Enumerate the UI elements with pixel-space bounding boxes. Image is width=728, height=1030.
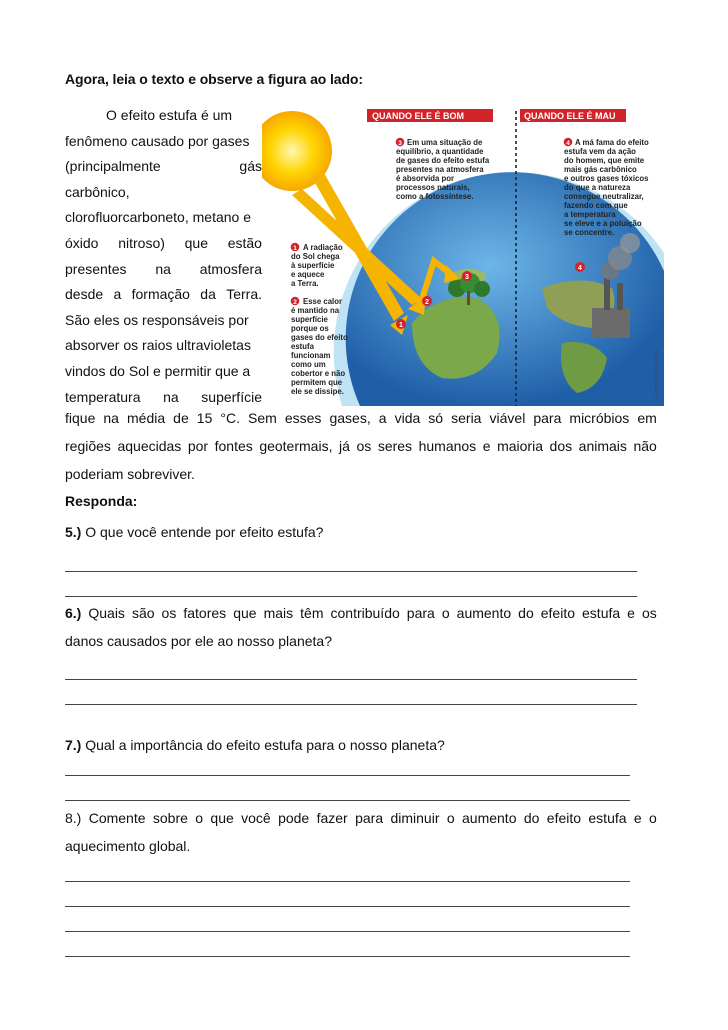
svg-text:mais gás carbônico: mais gás carbônico	[564, 165, 637, 174]
intro-line: (principalmente gás	[65, 158, 262, 175]
intro-line: fique na média de 15 °C. Sem esses gases, a vida só seria viável para micróbios em	[65, 410, 657, 426]
question-7	[65, 737, 445, 753]
svg-text:é absorvida por: é absorvida por	[396, 174, 455, 183]
svg-text:A radiação: A radiação	[303, 243, 343, 252]
svg-text:do Sol chega: do Sol chega	[291, 252, 340, 261]
illustration-credit: ILUSTRAÇÃO LUIS IRIA	[654, 348, 659, 399]
intro-line: desde a formação da Terra.	[65, 286, 262, 303]
question-text: Qual a importância do efeito estufa para o nosso planeta?	[85, 737, 445, 753]
svg-text:a temperatura: a temperatura	[564, 210, 616, 219]
intro-line: O efeito estufa é um	[106, 107, 233, 123]
intro-line: vindos do Sol e permitir que a	[65, 362, 251, 379]
marker-1-label: 1	[293, 245, 297, 252]
answer-line[interactable]	[65, 704, 637, 705]
respond-label: Responda:	[65, 493, 138, 509]
answer-line[interactable]	[65, 906, 630, 907]
svg-text:superfície: superfície	[291, 315, 328, 324]
svg-text:Em uma situação de: Em uma situação de	[407, 138, 483, 147]
intro-line: poderiam sobreviver.	[65, 466, 195, 482]
svg-text:a Terra.: a Terra.	[291, 279, 319, 288]
diagram-marker-2-label: 2	[425, 299, 429, 306]
svg-text:é mantido na: é mantido na	[291, 306, 340, 315]
svg-text:funcionam: funcionam	[291, 351, 331, 360]
diagram-marker-4-label: 4	[578, 265, 582, 272]
svg-text:e outros gases tóxicos: e outros gases tóxicos	[564, 174, 649, 183]
svg-text:se concentre.: se concentre.	[564, 228, 615, 237]
greenhouse-effect-figure	[262, 103, 664, 406]
intro-continuation	[65, 404, 657, 488]
svg-text:de gases do efeito estufa: de gases do efeito estufa	[396, 156, 490, 165]
svg-text:se eleve e a poluição: se eleve e a poluição	[564, 219, 642, 228]
svg-text:ele se dissipe.: ele se dissipe.	[291, 387, 344, 396]
svg-text:estufa vem da ação: estufa vem da ação	[564, 147, 636, 156]
question-number: 5.)	[65, 524, 82, 540]
svg-text:como um: como um	[291, 360, 326, 369]
answer-line[interactable]	[65, 679, 637, 680]
answer-line[interactable]	[65, 775, 630, 776]
svg-text:processos naturais,: processos naturais,	[396, 183, 470, 192]
intro-line: clorofluorcarboneto, metano e	[65, 209, 251, 226]
instruction-heading: Agora, leia o texto e observe a figura ao lado:	[65, 71, 363, 87]
question-text: danos causados por ele ao nosso planeta?	[65, 633, 332, 649]
intro-paragraph	[65, 103, 262, 410]
answer-line[interactable]	[65, 596, 637, 597]
svg-text:à superfície: à superfície	[291, 261, 335, 270]
svg-text:do homem, que emite: do homem, que emite	[564, 156, 645, 165]
answer-line[interactable]	[65, 931, 630, 932]
intro-line: São eles os responsáveis por	[65, 311, 249, 328]
svg-text:presentes na atmosfera: presentes na atmosfera	[396, 165, 484, 174]
question-8: 8.) Comente sobre o que você pode fazer para diminuir o aumento do efeito estufa e o aquecimento global.	[65, 810, 657, 854]
note-1	[291, 243, 343, 288]
answer-line[interactable]	[65, 956, 630, 957]
note-4	[564, 138, 649, 237]
question-text: O que você entende por efeito estufa?	[85, 524, 324, 540]
svg-text:como a fotossíntese.: como a fotossíntese.	[396, 192, 474, 201]
svg-text:Esse calor: Esse calor	[303, 297, 343, 306]
intro-line: carbônico,	[65, 183, 130, 200]
answer-line[interactable]	[65, 800, 630, 801]
header-good-label: QUANDO ELE É BOM	[372, 111, 465, 121]
header-bad-label: QUANDO ELE É MAU	[524, 111, 616, 121]
marker-3-label: 3	[398, 140, 402, 147]
diagram-marker-3-label: 3	[465, 274, 469, 281]
greenhouse-illustration	[262, 103, 664, 406]
answer-line[interactable]	[65, 571, 637, 572]
intro-line: fenômeno causado por gases	[65, 132, 250, 149]
svg-text:A má fama do efeito: A má fama do efeito	[575, 138, 649, 147]
svg-text:cobertor e não: cobertor e não	[291, 369, 346, 378]
svg-text:estufa: estufa	[291, 342, 314, 351]
svg-text:do que a natureza: do que a natureza	[564, 183, 631, 192]
question-number: 7.)	[65, 737, 82, 753]
marker-2-label: 2	[293, 299, 297, 306]
question-5	[65, 524, 323, 540]
svg-text:e aquece: e aquece	[291, 270, 325, 279]
svg-text:fazendo com que: fazendo com que	[564, 201, 628, 210]
question-6: 6.) Quais são os fatores que mais têm contribuído para o aumento do efeito estufa e os danos causados por ele ao nosso planeta?	[65, 605, 657, 649]
answer-line[interactable]	[65, 881, 630, 882]
svg-text:porque os: porque os	[291, 324, 329, 333]
intro-line: presentes na atmosfera	[65, 260, 262, 277]
svg-text:permitem que: permitem que	[291, 378, 343, 387]
intro-line: regiões aquecidas por fontes geotermais, já os seres humanos e maioria dos animais não	[65, 438, 657, 454]
question-text: aquecimento global.	[65, 838, 191, 854]
intro-line: absorver os raios ultravioletas	[65, 337, 251, 354]
intro-line: óxido nitroso) que estão	[65, 234, 262, 251]
svg-text:equilíbrio, a quantidade: equilíbrio, a quantidade	[396, 147, 484, 156]
intro-line: temperatura na superfície	[65, 388, 262, 405]
svg-text:consegue neutralizar,: consegue neutralizar,	[564, 192, 644, 201]
marker-4-label: 4	[566, 140, 570, 147]
svg-text:gases do efeito: gases do efeito	[291, 333, 348, 342]
diagram-marker-1-label: 1	[399, 322, 403, 329]
